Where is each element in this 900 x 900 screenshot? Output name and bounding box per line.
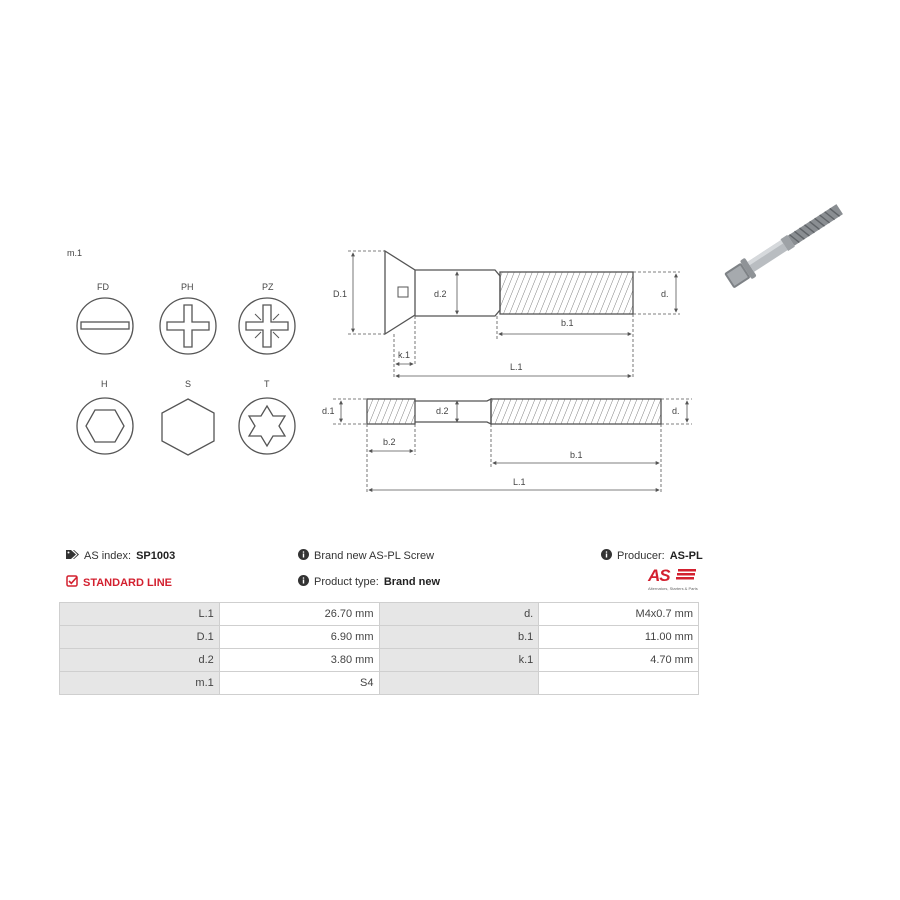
producer-label: Producer: [617, 550, 665, 562]
head-type-ph-label: PH [181, 282, 194, 292]
dim-d2-label-bottom: d.2 [436, 406, 449, 416]
brand-description [298, 549, 434, 563]
head-type-pz-label: PZ [262, 282, 274, 292]
spec-value-cell: 26.70 mm [219, 603, 379, 626]
info-icon [298, 575, 309, 589]
logo-stripes-icon [676, 569, 696, 583]
specs-table [59, 602, 699, 695]
dim-d-label-top: d. [661, 289, 669, 299]
spec-value-cell: M4x0.7 mm [539, 603, 699, 626]
spec-value-cell [539, 672, 699, 695]
torx-drive-icon [239, 398, 295, 454]
dim-L1-label-bottom: L.1 [513, 477, 526, 487]
spec-label-cell: D.1 [60, 626, 220, 649]
head-type-s-label: S [185, 379, 192, 389]
spec-label-cell [379, 672, 539, 695]
pozidriv-drive-icon [239, 298, 295, 354]
countersunk-screw-drawing [385, 251, 633, 334]
flat-slot-drive-icon [77, 298, 133, 354]
spec-label-cell: b.1 [379, 626, 539, 649]
product-line-label: STANDARD LINE [83, 576, 173, 589]
dim-L1-label-top: L.1 [510, 362, 523, 372]
table-row [60, 603, 699, 626]
product-type-value: Brand new [383, 576, 441, 588]
spec-value-cell: 6.90 mm [219, 626, 379, 649]
dim-d2-label-top: d.2 [434, 289, 447, 299]
head-type-fd-label: FD [97, 282, 109, 292]
as-index-value: SP1003 [136, 550, 176, 562]
dim-d-label-bottom: d. [672, 406, 680, 416]
m1-label: m.1 [67, 248, 83, 258]
info-icon [601, 549, 612, 563]
table-row [60, 672, 699, 695]
spec-value-cell: 4.70 mm [539, 649, 699, 672]
product-line [66, 575, 172, 590]
brand-text: Brand new AS-PL Screw [314, 550, 435, 562]
phillips-drive-icon [160, 298, 216, 354]
spec-label-cell: L.1 [60, 603, 220, 626]
product-type [298, 575, 440, 589]
table-row [60, 626, 699, 649]
head-type-t-label: T [264, 379, 270, 389]
logo-subtitle: Alternators, Starters & Parts [648, 586, 698, 591]
hex-head-icon [162, 399, 214, 455]
dim-D1-label: D.1 [333, 289, 348, 299]
spec-value-cell: 11.00 mm [539, 626, 699, 649]
dim-b1-label-top: b.1 [561, 318, 574, 328]
producer [601, 549, 703, 563]
tag-icon [66, 549, 79, 563]
info-icon [298, 549, 309, 563]
spec-label-cell: k.1 [379, 649, 539, 672]
logo-wordmark: AS [648, 566, 670, 585]
producer-value: AS-PL [669, 550, 703, 562]
product-photo [723, 200, 846, 290]
hex-socket-drive-icon [77, 398, 133, 454]
spec-value-cell: 3.80 mm [219, 649, 379, 672]
dim-d1-label: d.1 [322, 406, 335, 416]
checkbox-checked-icon [66, 575, 78, 590]
as-index-label: AS index: [84, 550, 132, 562]
spec-label-cell: d.2 [60, 649, 220, 672]
head-type-h-label: H [101, 379, 108, 389]
spec-label-cell: m.1 [60, 672, 220, 695]
spec-label-cell: d. [379, 603, 539, 626]
table-row [60, 649, 699, 672]
as-index [66, 549, 175, 563]
spec-value-cell: S4 [219, 672, 379, 695]
dim-b2-label: b.2 [383, 437, 396, 447]
dim-k1-label: k.1 [398, 350, 411, 360]
as-pl-logo [648, 566, 700, 592]
dim-b1-label-bottom: b.1 [570, 450, 583, 460]
stud-bolt-drawing [367, 399, 661, 424]
product-type-label: Product type: [314, 576, 379, 588]
